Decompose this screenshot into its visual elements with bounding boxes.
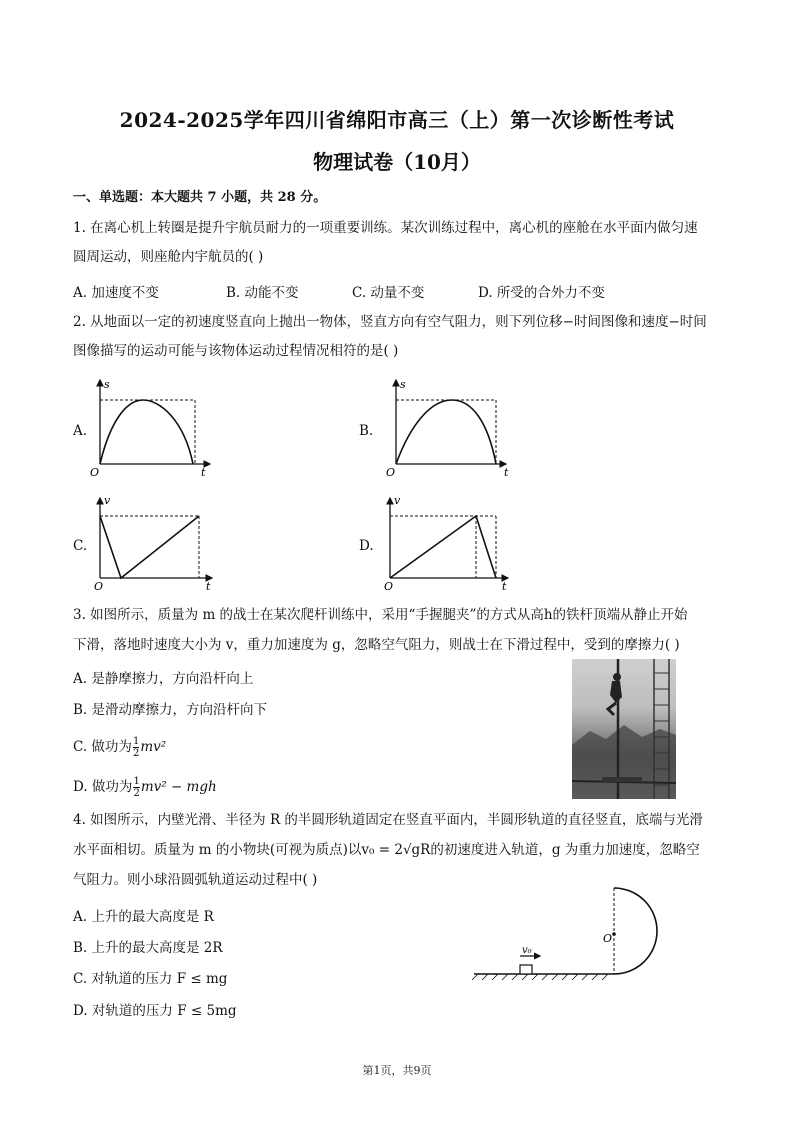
q3-option-b: B. 是滑动摩擦力，方向沿杆向下 (73, 702, 268, 718)
q3-option-c-expr: mv² (140, 739, 167, 755)
page-title: 2024-2025学年四川省绵阳市高三（上）第一次诊断性考试 (119, 108, 675, 132)
curve (396, 400, 496, 464)
q1-option-a: A. 加速度不变 (73, 285, 159, 301)
small-block (520, 965, 532, 974)
section-heading: 一、单选题：本大题共 7 小题，共 28 分。 (73, 190, 327, 205)
velocity-line (100, 516, 199, 578)
q3-option-d-fraction: $\frac{1}{2}$ (133, 776, 140, 799)
q1-stem-line2: 圆周运动，则座舱内宇航员的( ) (73, 249, 264, 265)
page-subtitle: 物理试卷（10月） (313, 150, 481, 174)
q2-graph-d (384, 492, 514, 596)
x-axis-label: t (504, 466, 509, 478)
q3-photo-soldier-climbing (572, 659, 676, 799)
q4-option-d: D. 对轨道的压力 F ≤ 5mg (73, 1003, 237, 1019)
center-point (612, 932, 616, 936)
semicircle-track (614, 888, 657, 974)
q3-stem-line2: 下滑，落地时速度大小为 v，重力加速度为 g，忽略空气阻力，则战士在下滑过程中，受到的摩擦力( ) (73, 637, 680, 653)
q3-option-d (73, 775, 217, 799)
q1-option-b: B. 动能不变 (226, 285, 299, 301)
q1-stem-line1: 1. 在离心机上转圈是提升宇航员耐力的一项重要训练。某次训练过程中，离心机的座舱在水平面内做匀速 (73, 220, 698, 236)
q4-stem-line3: 气阻力。则小球沿圆弧轨道运动过程中( ) (73, 872, 318, 888)
q3-option-c-prefix: C. 做功为 (73, 739, 132, 755)
origin-label: O (386, 466, 396, 478)
q1-option-d: D. 所受的合外力不变 (478, 285, 605, 301)
q2-graph-c (88, 492, 218, 596)
curve (100, 400, 193, 464)
q4-stem-line2: 水平面相切。质量为 m 的小物块(可视为质点)以v₀ = 2√gR的初速度进入轨道，g 为重力加速度，忽略空 (73, 842, 700, 858)
q2-stem-line2: 图像描写的运动可能与该物体运动过程情况相符的是( ) (73, 343, 399, 359)
q2-option-a-label: A. (73, 423, 88, 439)
q2-stem-line1: 2. 从地面以一定的初速度竖直向上抛出一物体，竖直方向有空气阻力，则下列位移−时间图像和速度−时间 (73, 314, 707, 330)
q3-option-a: A. 是静摩擦力，方向沿杆向上 (73, 671, 254, 687)
y-axis-label: s (400, 378, 406, 391)
y-axis-label: v (104, 494, 111, 507)
center-label: O (603, 932, 613, 945)
y-axis-label: v (394, 494, 401, 507)
q2-option-c-label: C. (73, 538, 88, 554)
q4-option-c: C. 对轨道的压力 F ≤ mg (73, 971, 228, 987)
q2-graph-b (384, 374, 514, 478)
photo-illustration (572, 659, 676, 799)
origin-label: O (94, 580, 104, 593)
q2-option-b-label: B. (359, 423, 374, 439)
ground-hatching (472, 974, 608, 980)
q4-option-a: A. 上升的最大高度是 R (73, 909, 214, 925)
q4-stem-line1: 4. 如图所示，内壁光滑、半径为 R 的半圆形轨道固定在竖直平面内，半圆形轨道的直径竖直，底端与光滑 (73, 812, 703, 828)
velocity-line (390, 516, 496, 578)
q3-option-c (73, 735, 166, 759)
y-axis-label: s (104, 378, 110, 391)
q3-option-d-expr: mv² − mgh (140, 779, 217, 795)
x-axis-label: t (201, 466, 206, 478)
q4-figure-semicircle-track (470, 884, 680, 984)
x-axis-label: t (206, 580, 211, 593)
velocity-label: v₀ (522, 945, 532, 956)
q3-option-c-fraction: $\frac{1}{2}$ (132, 736, 140, 759)
q1-option-c: C. 动量不变 (352, 285, 425, 301)
x-axis-label: t (502, 580, 507, 593)
origin-label: O (90, 466, 100, 478)
q3-option-d-prefix: D. 做功为 (73, 779, 133, 795)
q4-option-b: B. 上升的最大高度是 2R (73, 940, 223, 956)
q2-graph-a (88, 374, 218, 478)
q2-option-d-label: D. (359, 538, 374, 554)
q3-stem-line1: 3. 如图所示，质量为 m 的战士在某次爬杆训练中，采用“手握腿夹”的方式从高h的铁杆顶端从静止开始 (73, 607, 688, 623)
origin-label: O (384, 580, 394, 593)
page-footer: 第1页，共9页 (362, 1064, 432, 1077)
